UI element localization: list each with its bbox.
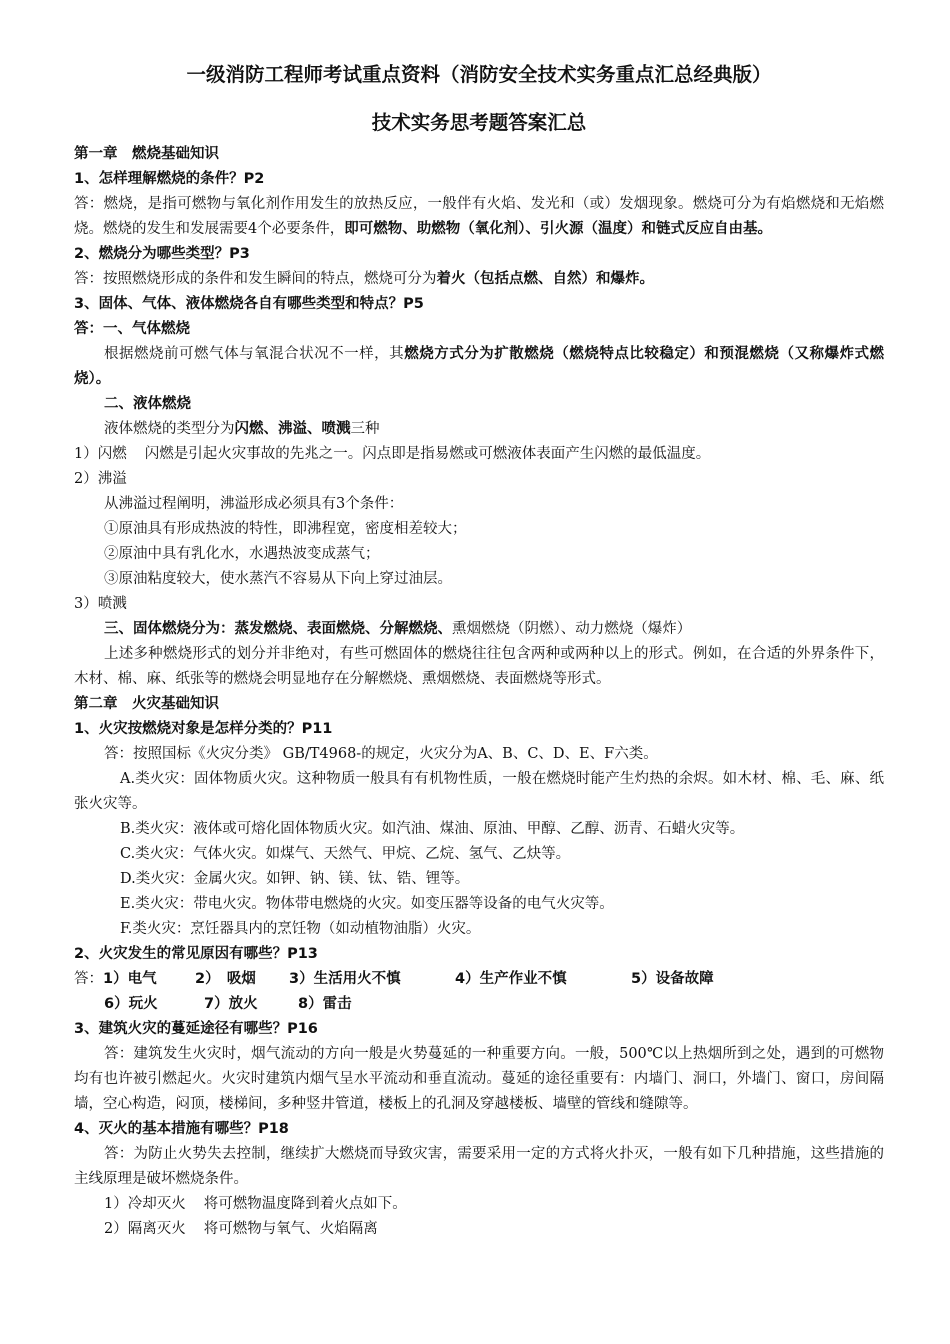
ch1-answer-2 — [74, 267, 884, 292]
ch1-answer-1-bold: 即可燃物、助燃物（氧化剂）、引火源（温度）和链式反应自由基。 — [344, 221, 772, 237]
flash-text: 闪燃是引起火灾事故的先兆之一。闪点即是指易燃或可燃液体表面产生闪燃的最低温度。 — [144, 446, 711, 462]
boilover-label: 2）沸溢 — [74, 471, 127, 487]
fire-class-c: C.类火灾：气体火灾。如煤气、天然气、甲烷、乙烷、氢气、乙炔等。 — [120, 846, 571, 862]
fire-causes-prefix: 答： — [74, 971, 103, 987]
ch2-question-4: 4、灭火的基本措施有哪些？P18 — [74, 1121, 289, 1137]
boilover-condition-1: ①原油具有形成热波的特性，即沸程宽，密度相差较大； — [104, 521, 467, 537]
ch1-answer-2-text: 答：按照燃烧形成的条件和发生瞬间的特点，燃烧可分为 — [74, 271, 437, 287]
liquid-types-text: 液体燃烧的类型分为 — [104, 421, 235, 437]
solid-combustion-rest: 熏烟燃烧（阴燃）、动力燃烧（爆炸） — [452, 621, 692, 637]
ch2-question-2: 2、火灾发生的常见原因有哪些？P13 — [74, 946, 318, 962]
flash-item — [74, 442, 884, 467]
fire-class-f: F.类火灾：烹饪器具内的烹饪物（如动植物油脂）火灾。 — [120, 921, 481, 937]
fire-causes-row-2 — [74, 992, 884, 1017]
liquid-types-bold: 闪燃、沸溢、喷溅 — [234, 421, 351, 437]
chapter-1-heading: 第一章 燃烧基础知识 — [74, 146, 219, 162]
gas-combustion-text: 根据燃烧前可燃气体与氧混合状况不一样，其 — [104, 346, 405, 362]
gas-combustion-heading: 答：一、气体燃烧 — [74, 321, 190, 337]
fire-cause-item: 3）生活用火不慎 — [289, 971, 401, 987]
gas-combustion-bold: 燃烧方式分为扩散燃烧（燃烧特点比较稳定）和预混燃烧（又称爆炸式燃烧）。 — [74, 346, 885, 387]
solid-combustion-bold: 三、固体燃烧分为：蒸发燃烧、表面燃烧、分解燃烧、 — [104, 621, 452, 637]
ch1-question-3: 3、固体、气体、液体燃烧各自有哪些类型和特点？P5 — [74, 296, 424, 312]
ch1-answer-2-bold: 着火（包括点燃、自然）和爆炸。 — [436, 271, 654, 287]
method-1-text: 将可燃物温度降到着火点如下。 — [203, 1196, 407, 1212]
fire-cause-item: 1）电气 — [103, 971, 157, 987]
liquid-combustion-types — [74, 417, 884, 442]
fire-class-a: A.类火灾：固体物质火灾。这种物质一般具有有机物性质，一般在燃烧时能产生灼热的余烬。如木材、棉、毛、麻、纸张火灾等。 — [74, 771, 884, 812]
splash-label: 3）喷溅 — [74, 596, 127, 612]
method-1 — [74, 1192, 884, 1217]
ch2-answer-3: 答：建筑发生火灾时，烟气流动的方向一般是火势蔓延的一种重要方向。一般，500℃以上热烟所到之处，遇到的可燃物均有也许被引燃起火。火灾时建筑内烟气呈水平流动和垂直流动。蔓延的途径重要有：内墙门、洞口，外墙门、窗口，房间隔墙，空心构造，闷顶，楼梯间，多种竖井管道，楼板上的孔洞及穿越楼板、墙壁的管线和缝隙等。 — [74, 1046, 884, 1112]
boilover-condition-2: ②原油中具有乳化水，水遇热波变成蒸气； — [104, 546, 380, 562]
ch1-answer-1 — [74, 192, 884, 242]
document-title: 一级消防工程师考试重点资料（消防安全技术实务重点汇总经典版） — [186, 63, 772, 86]
fire-class-d: D.类火灾：金属火灾。如钾、钠、镁、钛、锆、锂等。 — [120, 871, 470, 887]
fire-cause-item: 7）放火 — [204, 996, 258, 1012]
ch2-question-3: 3、建筑火灾的蔓延途径有哪些？P16 — [74, 1021, 318, 1037]
ch1-question-1: 1、怎样理解燃烧的条件？P2 — [74, 171, 265, 187]
fire-cause-item: 4）生产作业不慎 — [455, 971, 567, 987]
ch2-answer-4: 答：为防止火势失去控制，继续扩大燃烧而导致灾害，需要采用一定的方式将火扑灭，一般有如下几种措施，这些措施的主线原理是破坏燃烧条件。 — [74, 1146, 884, 1187]
fire-class-e: E.类火灾：带电火灾。物体带电燃烧的火灾。如变压器等设备的电气火灾等。 — [120, 896, 614, 912]
chapter-2-heading: 第二章 火灾基础知识 — [74, 696, 219, 712]
ch2-question-1: 1、火灾按燃烧对象是怎样分类的？P11 — [74, 721, 333, 737]
gas-combustion-paragraph — [74, 342, 884, 392]
boilover-condition-3: ③原油粘度较大，使水蒸汽不容易从下向上穿过油层。 — [104, 571, 452, 587]
ch1-question-2: 2、燃烧分为哪些类型？P3 — [74, 246, 250, 262]
ch2-answer-1: 答：按照国标《火灾分类》 GB/T4968-的规定，火灾分为A、B、C、D、E、F六类。 — [104, 746, 658, 762]
fire-class-b: B.类火灾：液体或可熔化固体物质火灾。如汽油、煤油、原油、甲醇、乙醇、沥青、石蜡火灾等。 — [120, 821, 745, 837]
solid-combustion-line — [74, 617, 884, 642]
ch1-answer-1-text: 答：燃烧，是指可燃物与氧化剂作用发生的放热反应，一般伴有火焰、发光和（或）发烟现象。燃烧可分为有焰燃烧和无焰燃烧。燃烧的发生和发展需要4个必要条件， — [74, 196, 884, 237]
flash-label: 1）闪燃 — [74, 446, 127, 462]
fire-cause-item: 8）雷击 — [298, 996, 352, 1012]
method-1-label: 1）冷却灭火 — [104, 1196, 186, 1212]
liquid-types-suffix: 三种 — [350, 421, 380, 437]
liquid-combustion-heading: 二、液体燃烧 — [104, 396, 191, 412]
solid-combustion-paragraph: 上述多种燃烧形式的划分并非绝对，有些可燃固体的燃烧往往包含两种或两种以上的形式。例如，在合适的外界条件下，木材、棉、麻、纸张等的燃烧会明显地存在分解燃烧、熏烟燃烧、表面燃烧等形式。 — [74, 646, 884, 687]
fire-causes-row-1 — [74, 967, 884, 992]
fire-cause-item: 2） 吸烟 — [195, 971, 256, 987]
method-2-text: 将可燃物与氧气、火焰隔离 — [203, 1221, 378, 1237]
fire-cause-item: 5）设备故障 — [631, 971, 714, 987]
method-2 — [74, 1217, 884, 1242]
method-2-label: 2）隔离灭火 — [104, 1221, 186, 1237]
boilover-intro: 从沸溢过程阐明，沸溢形成必须具有3个条件： — [104, 496, 404, 512]
document-subtitle: 技术实务思考题答案汇总 — [371, 111, 587, 134]
fire-cause-item: 6）玩火 — [104, 996, 158, 1012]
